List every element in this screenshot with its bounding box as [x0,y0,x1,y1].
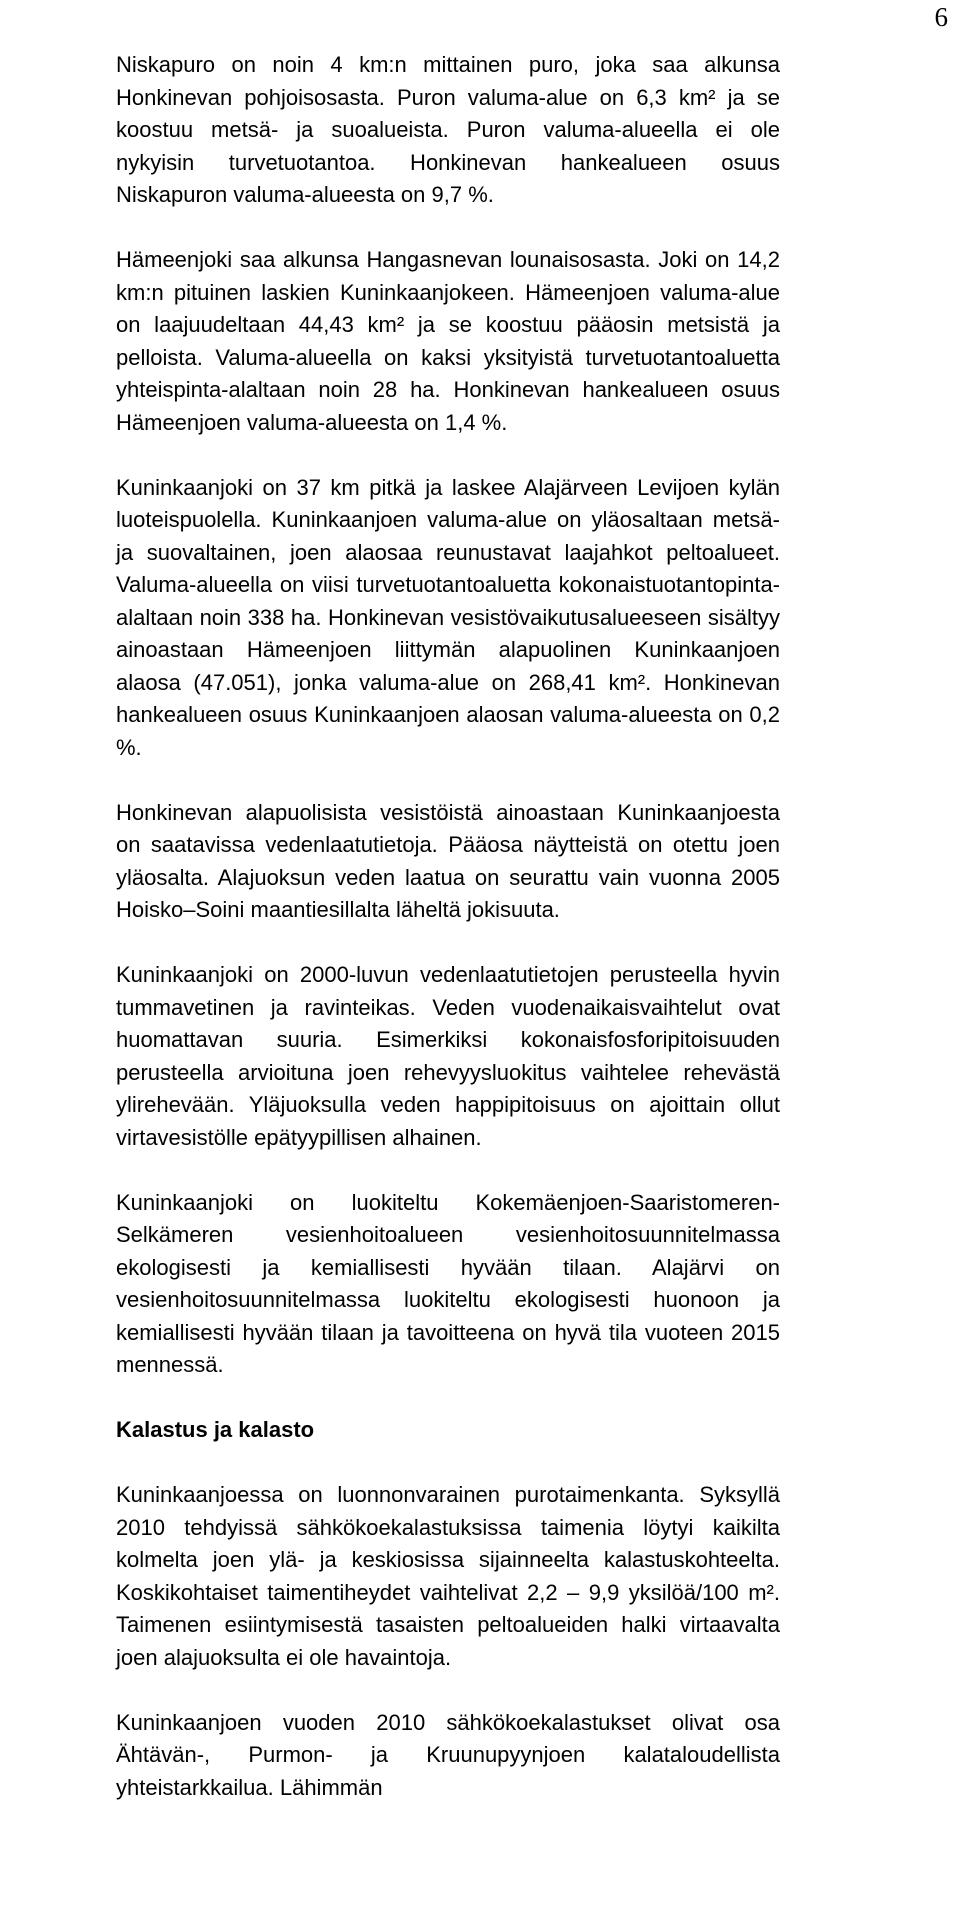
paragraph-hameenjoki: Hämeenjoki saa alkunsa Hangasnevan lounaisosasta. Joki on 14,2 km:n pituinen laskien Kuninkaanjokeen. Hämeenjoen valuma-alue on laajuudeltaan 44,43 km² ja se koostuu pääosin metsistä ja pelloista. Valuma-alueella on kaksi yksityistä turvetuotantoaluetta yhteispinta-alaltaan noin 28 ha. Honkinevan hankealueen osuus Hämeenjoen valuma-alueesta on 1,4 %. [116,247,780,435]
page-number: 6 [934,2,948,32]
paragraph-water-quality-assessment: Kuninkaanjoki on 2000-luvun vedenlaatutietojen perusteella hyvin tummavetinen ja ravinteikas. Veden vuodenaikaisvaihtelut ovat huomattavan suuria. Esimerkiksi kokonaisfosforipitoisuuden perusteella arvioituna joen rehevyysluokitus vaihtelee rehevästä ylirehevään. Yläjuoksulla veden happipitoisuus on ajoittain ollut virtavesistölle epätyypillisen alhainen. [116,962,780,1150]
paragraph-trout-population: Kuninkaanjoessa on luonnonvarainen purotaimenkanta. Syksyllä 2010 tehdyissä sähkökoekalastuksissa taimenia löytyi kaikilta kolmelta joen ylä- ja keskiosissa sijainneelta kalastuskohteelta. Koskikohtaiset taimentiheydet vaihtelivat 2,2 – 9,9 yksilöä/100 m². Taimenen esiintymisestä tasaisten peltoalueiden halki virtaavalta joen alajuoksulta ei ole havaintoja. [116,1482,780,1670]
document-body [116,49,780,1804]
paragraph-kuninkaanjoki: Kuninkaanjoki on 37 km pitkä ja laskee Alajärveen Levijoen kylän luoteispuolella. Kuninkaanjoen valuma-alue on yläosaltaan metsä- ja suovaltainen, joen alaosaa reunustavat laajahkot peltoalueet. Valuma-alueella on viisi turvetuotantoaluetta kokonaistuotantopinta-alaltaan noin 338 ha. Honkinevan vesistövaikutusalueeseen sisältyy ainoastaan Hämeenjoen liittymän alapuolinen Kuninkaanjoen alaosa (47.051), jonka valuma-alue on 268,41 km². Honkinevan hankealueen osuus Kuninkaanjoen alaosan valuma-alueesta on 0,2 %. [116,474,780,760]
paragraph-niskapuro: Niskapuro on noin 4 km:n mittainen puro, joka saa alkunsa Honkinevan pohjoisosasta. Puron valuma-alue on 6,3 km² ja se koostuu metsä- ja suoalueista. Puron valuma-alueella ei ole nykyisin turvetuotantoa. Honkinevan hankealueen osuus Niskapuron valuma-alueesta on 9,7 %. [116,52,780,207]
paragraph-electrofishing: Kuninkaanjoen vuoden 2010 sähkökoekalastukset olivat osa Ähtävän-, Purmon- ja Kruunupyynjoen kalataloudellista yhteistarkkailua. Lähimmän [116,1709,780,1800]
section-heading: Kalastus ja kalasto [116,1417,315,1442]
paragraph-classification: Kuninkaanjoki on luokiteltu Kokemäenjoen-Saaristomeren-Selkämeren vesienhoitoalueen vesienhoitosuunnitelmassa ekologisesti ja kemiallisesti hyvään tilaan. Alajärvi on vesienhoitosuunnitelmassa luokiteltu ekologisesti huonoon ja kemiallisesti hyvään tilaan ja tavoitteena on hyvä tila vuoteen 2015 mennessä. [116,1189,780,1377]
paragraph-water-quality-data: Honkinevan alapuolisista vesistöistä ainoastaan Kuninkaanjoesta on saatavissa vedenlaatutietoja. Pääosa näytteistä on otettu joen yläosalta. Alajuoksun veden laatua on seurattu vain vuonna 2005 Hoisko–Soini maantiesillalta läheltä jokisuuta. [116,799,780,922]
